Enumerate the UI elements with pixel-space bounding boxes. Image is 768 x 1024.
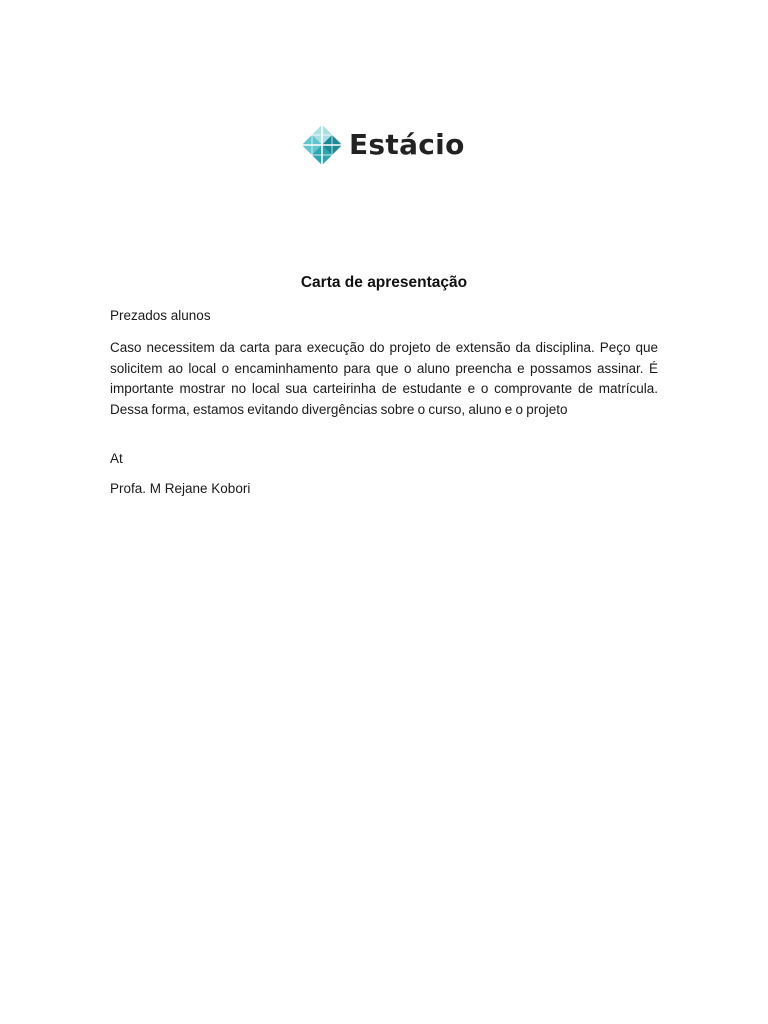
letter-greeting: Prezados alunos bbox=[110, 308, 211, 323]
letter-title: Carta de apresentação bbox=[300, 274, 468, 291]
estacio-logo bbox=[300, 122, 465, 168]
letter-body: Caso necessitem da carta para execução do projeto de extensão da disciplina. Peço que solicitem ao local o encaminhamento para que o aluno preencha e possamos assinar. É importante mostrar no local sua carteirinha de estudante e o comprovante de matrícula. Dessa forma, estamos evitando divergências sobre o curso, aluno e o projeto bbox=[110, 340, 658, 417]
logo-wordmark: Estácio bbox=[349, 128, 465, 161]
letter-closing: At bbox=[110, 451, 123, 466]
estacio-diamond-logo-icon bbox=[300, 123, 344, 167]
letter-signature: Profa. M Rejane Kobori bbox=[110, 481, 251, 496]
